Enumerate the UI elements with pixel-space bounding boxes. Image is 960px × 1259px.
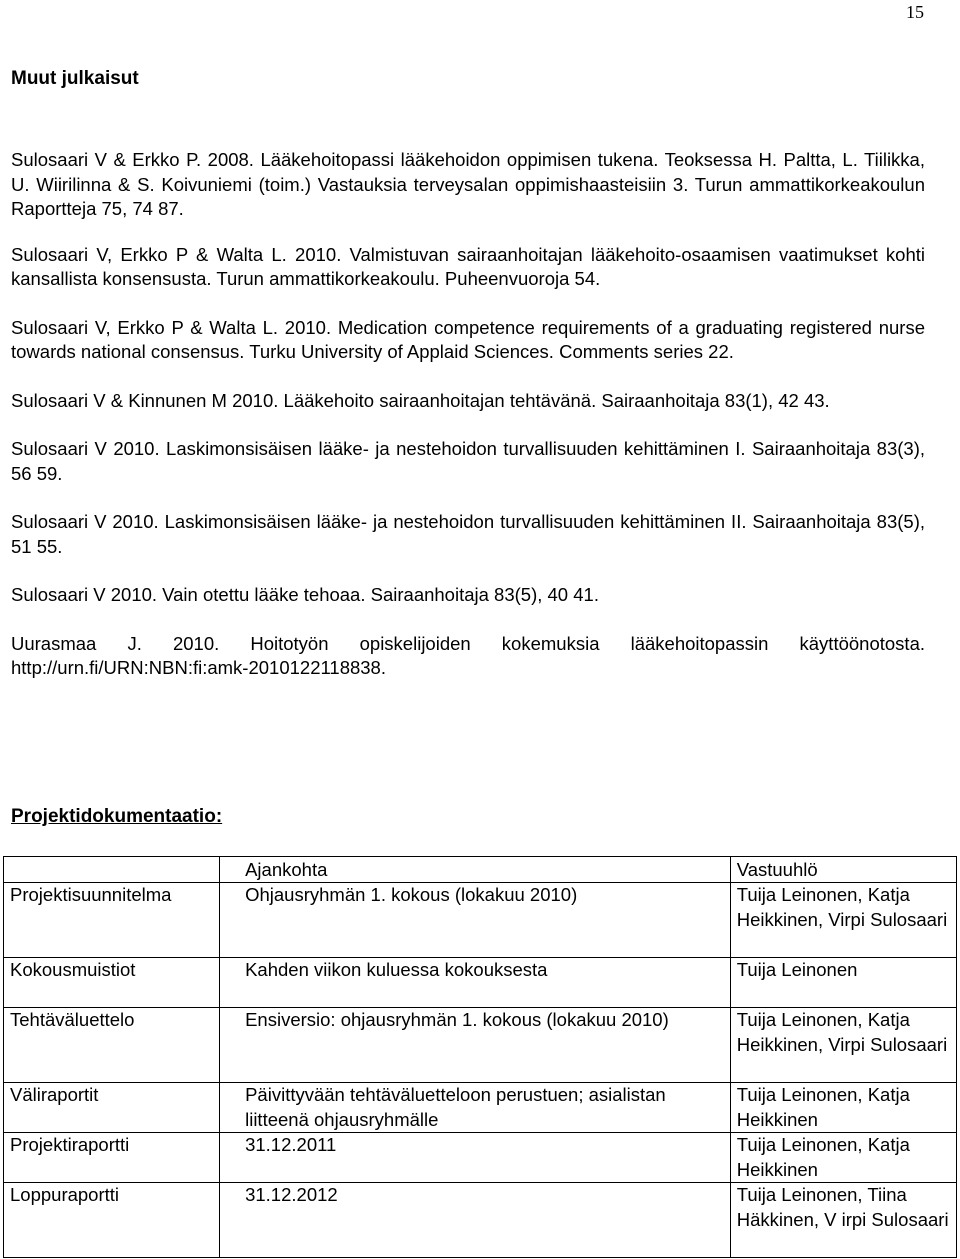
table-header-row	[4, 857, 957, 883]
documentation-table	[3, 856, 957, 1258]
cell-when: Päivittyvään tehtäväluetteloon perustuen; asialistan liitteenä ohjausryhmälle	[220, 1083, 731, 1133]
cell-responsible: Tuija Leinonen, Tiina Häkkinen, V irpi Sulosaari	[730, 1183, 956, 1258]
cell-document: Loppuraportti	[4, 1183, 220, 1258]
reference-list	[11, 148, 925, 681]
cell-responsible: Tuija Leinonen, Katja Heikkinen, Virpi Sulosaari	[730, 883, 956, 958]
table-row	[4, 883, 957, 958]
cell-responsible: Tuija Leinonen, Katja Heikkinen	[730, 1133, 956, 1183]
cell-document: Tehtäväluettelo	[4, 1008, 220, 1083]
reference-item: Sulosaari V 2010. Laskimonsisäisen lääke- ja nestehoidon turvallisuuden kehittäminen II. Sairaanhoitaja 83(5), 51 55.	[11, 511, 925, 557]
cell-responsible: Tuija Leinonen, Katja Heikkinen, Virpi Sulosaari	[730, 1008, 956, 1083]
cell-document: Projektisuunnitelma	[4, 883, 220, 958]
header-cell-document	[4, 857, 220, 883]
reference-item: Sulosaari V 2010. Laskimonsisäisen lääke- ja nestehoidon turvallisuuden kehittäminen I. Sairaanhoitaja 83(3), 56 59.	[11, 438, 925, 484]
reference-item: Sulosaari V & Erkko P. 2008. Lääkehoitopassi lääkehoidon oppimisen tukena. Teoksessa H. Paltta, L. Tiilikka, U. Wiirilinna & S. Koivuniemi (toim.) Vastauksia terveysalan oppimishaasteisiin 3. Turun ammattikorkeakoulun Raportteja 75, 74 87.	[11, 149, 925, 219]
cell-document: Projektiraportti	[4, 1133, 220, 1183]
cell-document: Väliraportit	[4, 1083, 220, 1133]
cell-responsible: Tuija Leinonen	[730, 958, 956, 1008]
header-cell-when: Ajankohta	[220, 857, 731, 883]
cell-responsible: Tuija Leinonen, Katja Heikkinen	[730, 1083, 956, 1133]
cell-when: 31.12.2012	[220, 1183, 731, 1258]
table-row	[4, 1183, 957, 1258]
cell-when: Kahden viikon kuluessa kokouksesta	[220, 958, 731, 1008]
section-heading-project-documentation: Projektidokumentaatio:	[11, 806, 223, 827]
reference-item: Sulosaari V 2010. Vain otettu lääke tehoaa. Sairaanhoitaja 83(5), 40 41.	[11, 584, 599, 605]
header-cell-responsible: Vastuuhlö	[730, 857, 956, 883]
reference-item: Uurasmaa J. 2010. Hoitotyön opiskelijoiden kokemuksia lääkehoitopassin käyttöönotosta. http://urn.fi/URN:NBN:fi:amk-2010122118838.	[11, 632, 925, 678]
reference-item: Sulosaari V & Kinnunen M 2010. Lääkehoito sairaanhoitajan tehtävänä. Sairaanhoitaja 83(1), 42 43.	[11, 389, 830, 411]
cell-when: Ohjausryhmän 1. kokous (lokakuu 2010)	[220, 883, 731, 958]
table-row	[4, 1083, 957, 1133]
section-heading-other-publications: Muut julkaisut	[11, 68, 139, 89]
cell-when: 31.12.2011	[220, 1133, 731, 1183]
table-row	[4, 1133, 957, 1183]
cell-when: Ensiversio: ohjausryhmän 1. kokous (lokakuu 2010)	[220, 1008, 731, 1083]
table-row	[4, 958, 957, 1008]
reference-item: Sulosaari V, Erkko P & Walta L. 2010. Medication competence requirements of a graduating registered nurse towards national consensus. Turku University of Applaid Sciences. Comments series 22.	[11, 316, 925, 362]
cell-document: Kokousmuistiot	[4, 958, 220, 1008]
document-body	[11, 66, 925, 705]
page-number: 15	[906, 2, 924, 22]
table-row	[4, 1008, 957, 1083]
reference-item: Sulosaari V, Erkko P & Walta L. 2010. Valmistuvan sairaanhoitajan lääkehoito-osaamisen vaatimukset kohti kansallista konsensusta. Turun ammattikorkeakoulu. Puheenvuoroja 54.	[11, 243, 925, 289]
